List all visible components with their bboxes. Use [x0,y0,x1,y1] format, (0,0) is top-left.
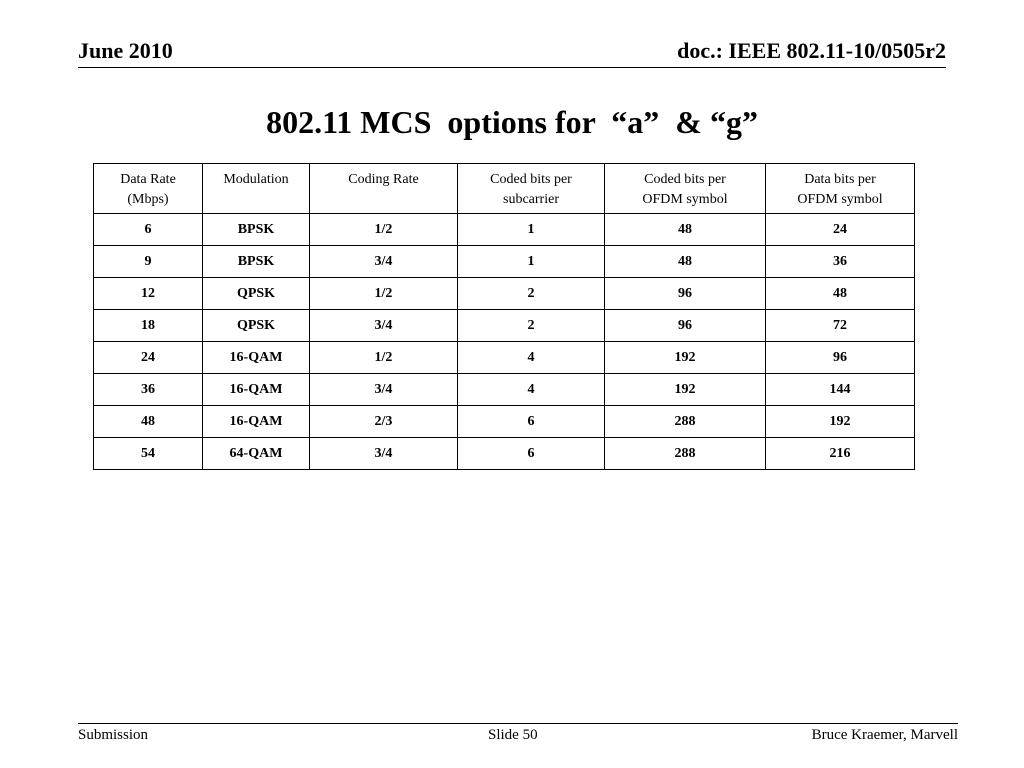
header-coded-bits-subcarrier [458,164,605,214]
header-line: (Mbps) [127,192,169,207]
cell-data-rate: 24 [94,342,203,374]
cell-coding-rate: 3/4 [310,310,458,342]
footer-slide-number: Slide 50 [488,727,538,743]
cell-modulation: 64-QAM [203,438,310,470]
cell-coded-bits-subcarrier: 1 [458,246,605,278]
cell-coded-bits-ofdm: 192 [605,374,766,406]
cell-modulation: 16-QAM [203,406,310,438]
cell-coded-bits-subcarrier: 2 [458,278,605,310]
cell-data-rate: 12 [94,278,203,310]
cell-coded-bits-ofdm: 288 [605,406,766,438]
header-line: Data bits per [804,172,876,187]
footer-submission: Submission [78,727,149,743]
cell-coded-bits-ofdm: 288 [605,438,766,470]
cell-data-rate: 54 [94,438,203,470]
table-row [94,438,915,470]
cell-coding-rate: 3/4 [310,438,458,470]
cell-modulation: 16-QAM [203,342,310,374]
footer-divider [78,723,958,724]
cell-coded-bits-ofdm: 48 [605,214,766,246]
header-coded-bits-ofdm [605,164,766,214]
table-row [94,342,915,374]
cell-data-bits-ofdm: 48 [766,278,915,310]
header-date: June 2010 [78,38,173,63]
cell-coded-bits-subcarrier: 6 [458,438,605,470]
header-data-bits-ofdm [766,164,915,214]
cell-coded-bits-subcarrier: 1 [458,214,605,246]
header-line: OFDM symbol [797,192,883,207]
cell-modulation: BPSK [203,246,310,278]
header-line: Coding Rate [348,172,419,187]
cell-data-rate: 36 [94,374,203,406]
header-line: Coded bits per [490,172,572,187]
header-line: OFDM symbol [642,192,728,207]
cell-coded-bits-ofdm: 48 [605,246,766,278]
cell-data-bits-ofdm: 36 [766,246,915,278]
cell-coded-bits-subcarrier: 2 [458,310,605,342]
table-row [94,246,915,278]
header-line: Modulation [223,172,289,187]
cell-modulation: BPSK [203,214,310,246]
cell-coding-rate: 1/2 [310,342,458,374]
cell-coding-rate: 2/3 [310,406,458,438]
cell-data-rate: 48 [94,406,203,438]
cell-data-bits-ofdm: 192 [766,406,915,438]
table-header-row [94,164,915,214]
cell-coded-bits-ofdm: 192 [605,342,766,374]
mcs-table [93,163,915,470]
header-data-rate [94,164,203,214]
cell-data-bits-ofdm: 144 [766,374,915,406]
cell-coding-rate: 1/2 [310,278,458,310]
cell-data-bits-ofdm: 24 [766,214,915,246]
cell-coding-rate: 3/4 [310,246,458,278]
cell-modulation: 16-QAM [203,374,310,406]
cell-coded-bits-subcarrier: 4 [458,342,605,374]
header-modulation [203,164,310,214]
cell-coded-bits-ofdm: 96 [605,278,766,310]
table-row [94,214,915,246]
table-row [94,374,915,406]
cell-coding-rate: 1/2 [310,214,458,246]
header-divider [78,67,946,68]
footer-author: Bruce Kraemer, Marvell [811,727,958,743]
cell-data-bits-ofdm: 216 [766,438,915,470]
header-line: subcarrier [503,192,559,207]
cell-modulation: QPSK [203,310,310,342]
cell-modulation: QPSK [203,278,310,310]
cell-coded-bits-ofdm: 96 [605,310,766,342]
cell-data-rate: 9 [94,246,203,278]
header-line: Data Rate [120,172,176,187]
cell-data-rate: 6 [94,214,203,246]
cell-coding-rate: 3/4 [310,374,458,406]
table-row [94,406,915,438]
cell-data-rate: 18 [94,310,203,342]
cell-coded-bits-subcarrier: 6 [458,406,605,438]
table-body [94,214,915,470]
cell-coded-bits-subcarrier: 4 [458,374,605,406]
table-row [94,310,915,342]
header-coding-rate [310,164,458,214]
cell-data-bits-ofdm: 72 [766,310,915,342]
cell-data-bits-ofdm: 96 [766,342,915,374]
slide-title: 802.11 MCS options for “a” & “g” [266,104,758,140]
header-line: Coded bits per [644,172,726,187]
table-row [94,278,915,310]
header-doc-id: doc.: IEEE 802.11-10/0505r2 [677,38,946,63]
